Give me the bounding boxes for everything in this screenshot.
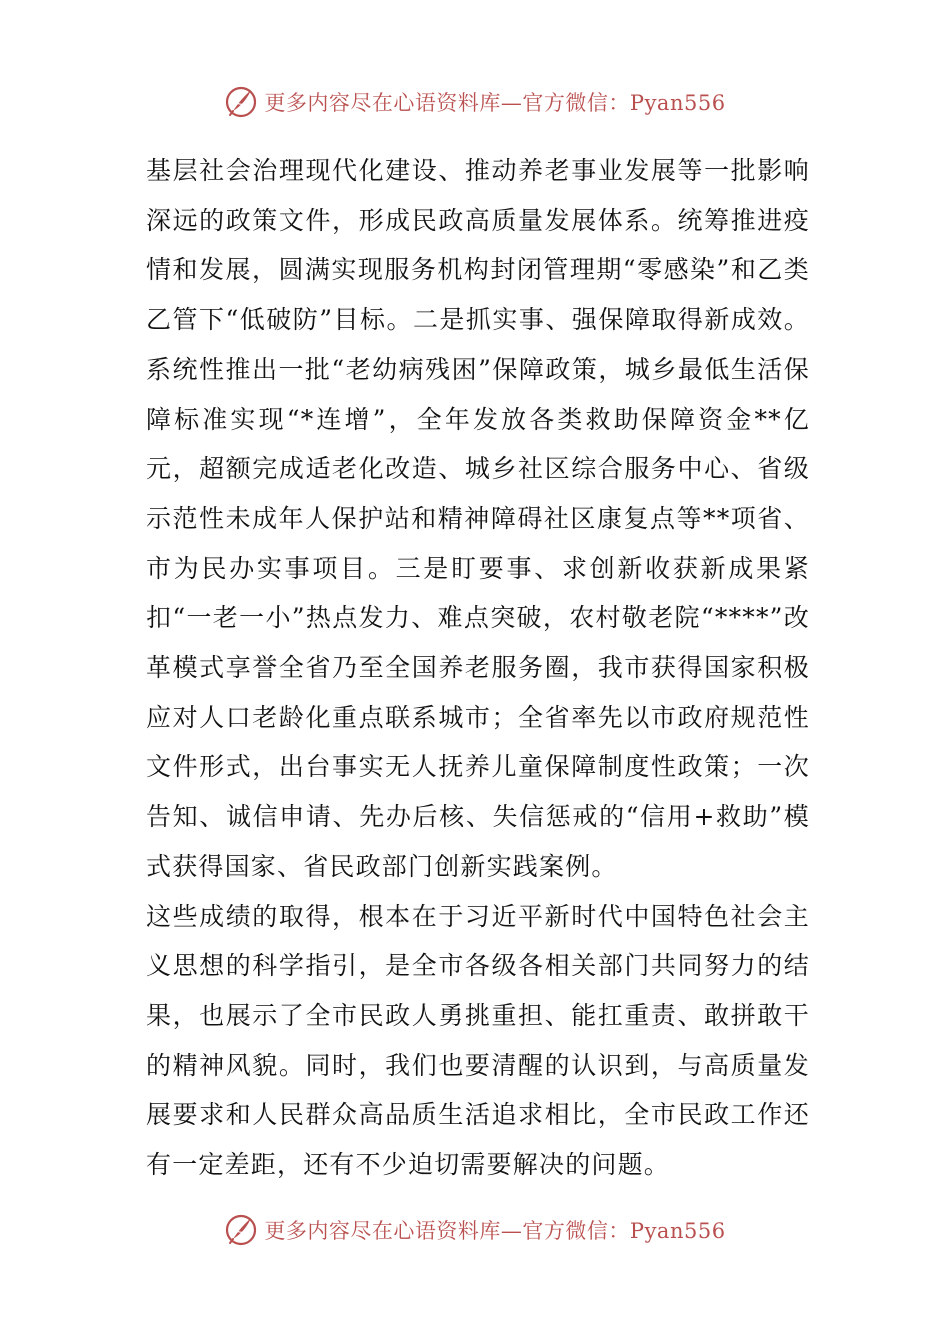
document-body bbox=[146, 146, 810, 1190]
footer-watermark-banner bbox=[0, 1210, 950, 1250]
body-paragraph-1: 基层社会治理现代化建设、推动养老事业发展等一批影响深远的政策文件，形成民政高质量发展体系。统筹推进疫情和发展，圆满实现服务机构封闭管理期“零感染”和乙类乙管下“低破防”目标。二是抓实事、强保障取得新成效。系统性推出一批“老幼病残困”保障政策，城乡最低生活保障标准实现“*连增”，全年发放各类救助保障资金**亿元，超额完成适老化改造、城乡社区综合服务中心、省级示范性未成年人保护站和精神障碍社区康复点等**项省、市为民办实事项目。三是盯要事、求创新收获新成果紧扣“一老一小”热点发力、难点突破，农村敬老院“****”改革模式享誉全省乃至全国养老服务圈，我市获得国家积极应对人口老龄化重点联系城市；全省率先以市政府规范性文件形式，出台事实无人抚养儿童保障制度性政策；一次告知、诚信申请、先办后核、失信惩戒的“信用+救助”模式获得国家、省民政部门创新实践案例。 bbox=[146, 156, 810, 881]
header-watermark-text: 更多内容尽在心语资料库—官方微信：Pyan556 bbox=[264, 91, 726, 115]
quill-pen-logo-icon bbox=[224, 85, 258, 119]
body-paragraph-2: 这些成绩的取得，根本在于习近平新时代中国特色社会主义思想的科学指引，是全市各级各相关部门共同努力的结果，也展示了全市民政人勇挑重担、能扛重责、敢拼敢干的精神风貌。同时，我们也要清醒的认识到，与高质量发展要求和人民群众高品质生活追求相比，全市民政工作还有一定差距，还有不少迫切需要解决的问题。 bbox=[146, 901, 810, 1180]
quill-pen-logo-icon bbox=[224, 1213, 258, 1247]
footer-watermark-text: 更多内容尽在心语资料库—官方微信：Pyan556 bbox=[264, 1219, 726, 1243]
header-watermark-banner bbox=[0, 82, 950, 122]
